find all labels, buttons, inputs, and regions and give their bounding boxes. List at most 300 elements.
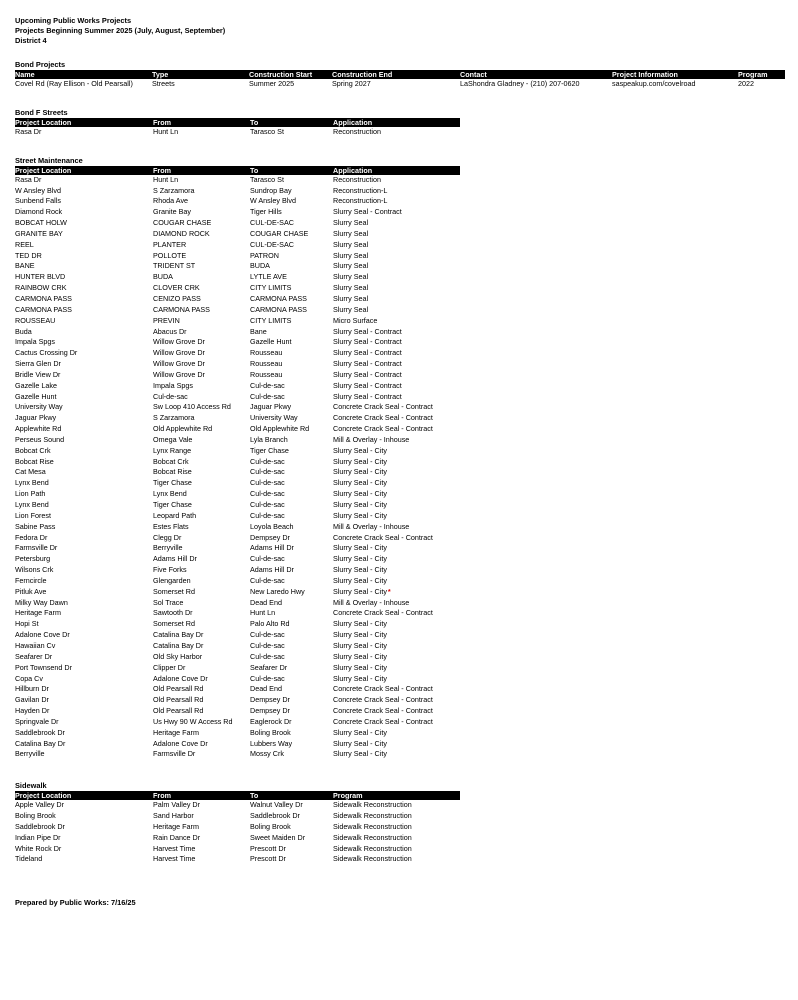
- table-cell: Spring 2027: [332, 79, 371, 88]
- table-cell: [250, 695, 333, 706]
- table-cell: [15, 327, 153, 338]
- cell-text: Slurry Seal - City: [333, 456, 387, 466]
- table-row: [15, 684, 460, 695]
- cell-text: Buda: [15, 326, 32, 336]
- cell-text: Applewhite Rd: [15, 424, 62, 434]
- cell-text: Slurry Seal - City: [333, 727, 387, 737]
- table-cell: [15, 533, 153, 544]
- cell-text: Prescott Dr: [250, 843, 286, 853]
- table-cell: [250, 316, 333, 327]
- table-row: [15, 327, 460, 338]
- table-cell: Covel Rd (Ray Ellison - Old Pearsall): [15, 79, 133, 88]
- table-cell: [153, 619, 250, 630]
- table-cell: [333, 641, 460, 652]
- cell-text: Cul-de-sac: [250, 391, 285, 401]
- cell-text: Cactus Crossing Dr: [15, 348, 78, 358]
- table-cell: [153, 261, 250, 272]
- table-cell: [15, 348, 153, 359]
- table-cell: [250, 663, 333, 674]
- table-cell: [333, 749, 460, 760]
- table-cell: [153, 240, 250, 251]
- table-cell: [333, 489, 460, 500]
- cell-text: Granite Bay: [153, 207, 191, 217]
- table-cell: [153, 717, 250, 728]
- cell-text: Old Sky Harbor: [153, 651, 203, 661]
- table-cell: [250, 619, 333, 630]
- cell-text: Slurry Seal - City: [333, 510, 387, 520]
- cell-text: Slurry Seal - Contract: [333, 391, 402, 401]
- table-cell: [15, 186, 153, 197]
- cell-text: Slurry Seal - City: [333, 467, 387, 477]
- table-cell: [250, 500, 333, 511]
- cell-text: Concrete Crack Seal - Contract: [333, 608, 433, 618]
- cell-text: Adalone Cove Dr: [15, 630, 70, 640]
- table-cell: [250, 424, 333, 435]
- table-cell: LaShondra Gladney - (210) 207-0620: [460, 79, 580, 88]
- cell-text: Us Hwy 90 W Access Rd: [153, 716, 233, 726]
- table-cell: [153, 554, 250, 565]
- table-cell: [333, 229, 460, 240]
- cell-text: Slurry Seal - City: [333, 640, 387, 650]
- table-cell: saspeakup.com/covelroad: [612, 79, 696, 88]
- table-cell: [15, 587, 153, 598]
- table-cell: [153, 641, 250, 652]
- table-cell: [250, 739, 333, 750]
- cell-text: Bobcat Crk: [15, 445, 51, 455]
- table-header-row: [15, 166, 460, 175]
- table-cell: [250, 413, 333, 424]
- table-cell: [153, 478, 250, 489]
- table-row: [15, 833, 460, 844]
- table-cell: [15, 822, 153, 833]
- cell-text: Gavilan Dr: [15, 695, 49, 705]
- table-cell: [15, 218, 153, 229]
- table-cell: [15, 854, 153, 865]
- table-cell: [250, 402, 333, 413]
- cell-text: Tiger Chase: [153, 478, 192, 488]
- table-cell: [333, 811, 460, 822]
- cell-text: Seafarer Dr: [250, 662, 288, 672]
- table-cell: [153, 251, 250, 262]
- table-row: [15, 402, 460, 413]
- table-cell: [333, 207, 460, 218]
- table-cell: [15, 294, 153, 305]
- section-title: Bond Projects: [15, 60, 66, 69]
- table-row: [15, 305, 460, 316]
- table-cell: [15, 478, 153, 489]
- cell-text: Slurry Seal - City: [333, 749, 387, 759]
- cell-text: Port Townsend Dr: [15, 662, 72, 672]
- cell-text: TRIDENT ST: [153, 261, 196, 271]
- cell-text: Slurry Seal: [333, 261, 369, 271]
- table-row: [15, 413, 460, 424]
- cell-text: Old Pearsall Rd: [153, 695, 204, 705]
- column-header: Program: [738, 70, 785, 79]
- cell-text: Slurry Seal - City: [333, 500, 387, 509]
- table-cell: [333, 822, 460, 833]
- cell-text: POLLOTE: [153, 250, 187, 260]
- table-cell: 2022: [738, 79, 754, 88]
- table-cell: [333, 500, 460, 511]
- cell-text: TED DR: [15, 250, 42, 260]
- table-cell: [250, 381, 333, 392]
- cell-text: Heritage Farm: [153, 727, 199, 737]
- cell-text: Mossy Crk: [250, 749, 284, 759]
- cell-text: New Laredo Hwy: [250, 586, 305, 596]
- cell-text: Bane: [250, 326, 267, 336]
- table-cell: [250, 684, 333, 695]
- table-cell: [153, 706, 250, 717]
- table-cell: [153, 543, 250, 554]
- table-cell: [15, 370, 153, 381]
- cell-text: Rousseau: [250, 348, 283, 358]
- cell-text: Slurry Seal - City: [333, 673, 387, 683]
- cell-text: Cul-de-sac: [250, 630, 285, 640]
- cell-text: Sweet Maiden Dr: [250, 832, 306, 842]
- table-cell: [15, 489, 153, 500]
- table-cell: [333, 630, 460, 641]
- cell-text: CENIZO PASS: [153, 293, 201, 303]
- table-cell: [250, 478, 333, 489]
- table-row: [15, 739, 460, 750]
- table-cell: [250, 251, 333, 262]
- cell-text: Eaglerock Dr: [250, 716, 292, 726]
- cell-text: Willow Grove Dr: [153, 348, 205, 358]
- table-cell: [333, 337, 460, 348]
- cell-text: Rousseau: [250, 359, 283, 369]
- cell-text: CLOVER CRK: [153, 283, 200, 293]
- table-cell: [153, 489, 250, 500]
- cell-text: Tiger Chase: [250, 445, 289, 455]
- cell-text: Impala Spgs: [15, 337, 55, 347]
- table-row: [15, 576, 460, 587]
- table-cell: [153, 348, 250, 359]
- table-cell: [333, 435, 460, 446]
- table-cell: [250, 218, 333, 229]
- cell-text: Rhoda Ave: [153, 196, 189, 206]
- table-cell: [153, 381, 250, 392]
- cell-text: Lynx Range: [153, 445, 192, 455]
- cell-text: Glengarden: [153, 575, 191, 585]
- cell-text: Sawtooth Dr: [153, 608, 193, 618]
- column-header: To: [250, 118, 333, 127]
- table-row: [15, 218, 460, 229]
- cell-text: Saddlebrook Dr: [15, 727, 65, 737]
- table-cell: [15, 833, 153, 844]
- cell-text: Sidewalk Reconstruction: [333, 832, 412, 842]
- table-cell: [153, 800, 250, 811]
- sidewalk-rows: [15, 800, 460, 865]
- column-header: To: [250, 791, 333, 800]
- table-cell: [15, 706, 153, 717]
- cell-text: Leopard Path: [153, 510, 197, 520]
- table-cell: [333, 294, 460, 305]
- cell-text: Lyla Branch: [250, 434, 288, 444]
- cell-text: Harvest Time: [153, 843, 196, 853]
- table-row: [15, 811, 460, 822]
- table-cell: [250, 717, 333, 728]
- table-row: [15, 186, 460, 197]
- table-cell: [333, 684, 460, 695]
- cell-text: Slurry Seal - City: [333, 565, 387, 575]
- cell-text: Hayden Dr: [15, 706, 50, 716]
- cell-text: Pitluk Ave: [15, 586, 47, 596]
- cell-text: Dempsey Dr: [250, 706, 290, 716]
- table-cell: [153, 608, 250, 619]
- table-row: [15, 652, 460, 663]
- table-cell: [153, 684, 250, 695]
- cell-text: Sierra Glen Dr: [15, 359, 61, 369]
- cell-text: Lion Forest: [15, 510, 51, 520]
- table-cell: [15, 511, 153, 522]
- cell-text: Cul-de-sac: [250, 575, 285, 585]
- report-header: [15, 16, 785, 46]
- cell-text: RAINBOW CRK: [15, 283, 67, 293]
- table-cell: [153, 272, 250, 283]
- table-row: [15, 272, 460, 283]
- table-cell: Streets: [152, 79, 175, 88]
- table-row: [15, 127, 460, 138]
- table-cell: [153, 402, 250, 413]
- table-cell: [250, 283, 333, 294]
- table-row: [15, 706, 460, 717]
- section-title: Street Maintenance: [15, 155, 83, 165]
- table-cell: [250, 641, 333, 652]
- cell-text: Wilsons Crk: [15, 565, 54, 575]
- cell-text: S Zarzamora: [153, 185, 195, 195]
- cell-text: Bobcat Crk: [153, 456, 189, 466]
- table-row: [15, 717, 460, 728]
- table-cell: [333, 674, 460, 685]
- cell-text: Farmsville Dr: [153, 749, 196, 759]
- bond-f-streets-section: [15, 108, 785, 138]
- cell-text: ROUSSEAU: [15, 315, 56, 325]
- table-cell: [15, 413, 153, 424]
- table-cell: [15, 543, 153, 554]
- cell-text: Rousseau: [250, 369, 283, 379]
- table-row: [15, 844, 460, 855]
- table-cell: [250, 240, 333, 251]
- cell-text: Tideland: [15, 854, 43, 864]
- table-cell: [153, 327, 250, 338]
- cell-text: Diamond Rock: [15, 207, 63, 217]
- table-cell: [15, 446, 153, 457]
- cell-text: Heritage Farm: [153, 821, 199, 831]
- cell-text: LYTLE AVE: [250, 272, 287, 282]
- table-cell: [15, 392, 153, 403]
- table-cell: [250, 800, 333, 811]
- cell-text: Slurry Seal - Contract: [333, 207, 402, 217]
- table-cell: [15, 630, 153, 641]
- cell-text: Cul-de-sac: [250, 467, 285, 477]
- table-cell: [250, 467, 333, 478]
- table-cell: [333, 565, 460, 576]
- table-cell: [15, 619, 153, 630]
- table-cell: [15, 261, 153, 272]
- table-cell: [15, 316, 153, 327]
- cell-text: Slurry Seal: [333, 293, 369, 303]
- table-row: [15, 457, 460, 468]
- cell-text: Cul-de-sac: [250, 489, 285, 499]
- cell-text: Cul-de-sac: [250, 651, 285, 661]
- bond-projects-table: [15, 70, 785, 90]
- table-cell: [15, 240, 153, 251]
- cell-text: Rasa Dr: [15, 174, 42, 184]
- table-cell: [15, 337, 153, 348]
- cell-text: Lynx Bend: [15, 500, 49, 509]
- table-row: [15, 229, 460, 240]
- table-row: [15, 240, 460, 251]
- cell-text: Sidewalk Reconstruction: [333, 821, 412, 831]
- cell-text: Slurry Seal - City: [333, 738, 387, 748]
- table-row: [15, 381, 460, 392]
- cell-text: CARMONA PASS: [153, 304, 210, 314]
- cell-text: Old Applewhite Rd: [250, 424, 310, 434]
- table-cell: [250, 175, 333, 186]
- cell-text: Walnut Valley Dr: [250, 800, 303, 810]
- table-cell: [15, 272, 153, 283]
- table-cell: [15, 467, 153, 478]
- table-cell: [333, 196, 460, 207]
- cell-text: Hunt Ln: [153, 174, 179, 184]
- table-cell: [153, 652, 250, 663]
- table-cell: [250, 576, 333, 587]
- cell-text: Adalone Cove Dr: [153, 738, 208, 748]
- table-cell: [250, 229, 333, 240]
- table-cell: Rasa Dr: [15, 126, 42, 136]
- table-cell: [250, 822, 333, 833]
- cell-text: Hopi St: [15, 619, 39, 629]
- table-cell: [250, 337, 333, 348]
- cell-text: Reconstruction: [333, 174, 381, 184]
- table-cell: [250, 728, 333, 739]
- cell-text: Slurry Seal: [333, 283, 369, 293]
- column-header: Project Location: [15, 791, 153, 800]
- table-row: [15, 533, 460, 544]
- cell-text: Prescott Dr: [250, 854, 286, 864]
- table-cell: [153, 511, 250, 522]
- table-cell: [333, 833, 460, 844]
- cell-text: CUL-DE-SAC: [250, 218, 294, 228]
- cell-text: Slurry Seal - City: [333, 478, 387, 488]
- table-row: [15, 424, 460, 435]
- table-cell: [250, 652, 333, 663]
- cell-text: Adams Hill Dr: [250, 565, 294, 575]
- cell-text: Bridle View Dr: [15, 369, 61, 379]
- cell-text: Berryville: [153, 543, 183, 553]
- cell-text: Clipper Dr: [153, 662, 186, 672]
- table-row: [15, 565, 460, 576]
- cell-text: Slurry Seal: [333, 228, 369, 238]
- table-row: [15, 800, 460, 811]
- sidewalk-table: [15, 791, 460, 865]
- table-cell: [15, 207, 153, 218]
- table-cell: [153, 587, 250, 598]
- cell-text: Jaguar Pkwy: [250, 402, 292, 412]
- column-header: From: [153, 166, 250, 175]
- table-cell: [250, 598, 333, 609]
- table-row: [15, 728, 460, 739]
- table-cell: [250, 706, 333, 717]
- cell-text: Hawaiian Cv: [15, 640, 56, 650]
- table-cell: [153, 229, 250, 240]
- cell-text: Mill & Overlay - Inhouse: [333, 521, 410, 531]
- cell-text: Estes Flats: [153, 521, 189, 531]
- cell-text: Concrete Crack Seal - Contract: [333, 716, 433, 726]
- table-cell: [15, 663, 153, 674]
- table-row: [15, 392, 460, 403]
- table-cell: [333, 663, 460, 674]
- cell-text: Five Forks: [153, 565, 187, 575]
- cell-text: Concrete Crack Seal - Contract: [333, 684, 433, 694]
- table-cell: [153, 822, 250, 833]
- table-cell: [250, 272, 333, 283]
- cell-text: W Ansley Blvd: [15, 185, 61, 195]
- cell-text: Sidewalk Reconstruction: [333, 800, 412, 810]
- table-cell: [250, 587, 333, 598]
- table-cell: [153, 833, 250, 844]
- table-cell: [250, 457, 333, 468]
- cell-text: Palm Valley Dr: [153, 800, 200, 810]
- table-cell: [250, 348, 333, 359]
- cell-text: Catalina Bay Dr: [153, 640, 204, 650]
- bond-f-streets-table: [15, 118, 460, 138]
- table-cell: [250, 533, 333, 544]
- cell-text: Concrete Crack Seal - Contract: [333, 402, 433, 412]
- cell-text: Cat Mesa: [15, 467, 46, 477]
- table-cell: [333, 598, 460, 609]
- cell-text: University Way: [250, 413, 298, 423]
- table-cell: [15, 695, 153, 706]
- cell-text: Somerset Rd: [153, 586, 195, 596]
- table-cell: [250, 811, 333, 822]
- column-header: Project Location: [15, 118, 153, 127]
- table-row: [15, 674, 460, 685]
- table-row: [15, 663, 460, 674]
- table-cell: [333, 706, 460, 717]
- table-cell: [333, 446, 460, 457]
- table-cell: [15, 576, 153, 587]
- column-header: To: [250, 166, 333, 175]
- table-cell: [15, 554, 153, 565]
- sidewalk-section: [15, 781, 785, 865]
- table-cell: [250, 608, 333, 619]
- table-cell: [333, 576, 460, 587]
- cell-text: Adalone Cove Dr: [153, 673, 208, 683]
- table-cell: [153, 424, 250, 435]
- cell-text: Slurry Seal - City: [333, 489, 387, 499]
- table-row: [15, 522, 460, 533]
- bond-projects-section: [15, 60, 785, 90]
- cell-text: Slurry Seal - Contract: [333, 326, 402, 336]
- cell-text: Concrete Crack Seal - Contract: [333, 424, 433, 434]
- cell-text: Rain Dance Dr: [153, 832, 201, 842]
- table-cell: [153, 533, 250, 544]
- table-cell: [15, 457, 153, 468]
- table-row: [15, 489, 460, 500]
- street-maintenance-section: [15, 156, 785, 761]
- cell-text: Dempsey Dr: [250, 695, 290, 705]
- cell-text: Tarasco St: [250, 174, 284, 184]
- cell-text: DIAMOND ROCK: [153, 228, 210, 238]
- cell-text: BUDA: [250, 261, 270, 271]
- cell-text: Mill & Overlay - Inhouse: [333, 434, 410, 444]
- table-cell: [153, 196, 250, 207]
- cell-text: Slurry Seal - Contract: [333, 380, 402, 390]
- cell-text: CARMONA PASS: [250, 293, 307, 303]
- cell-text: Cul-de-sac: [250, 554, 285, 564]
- table-cell: [333, 381, 460, 392]
